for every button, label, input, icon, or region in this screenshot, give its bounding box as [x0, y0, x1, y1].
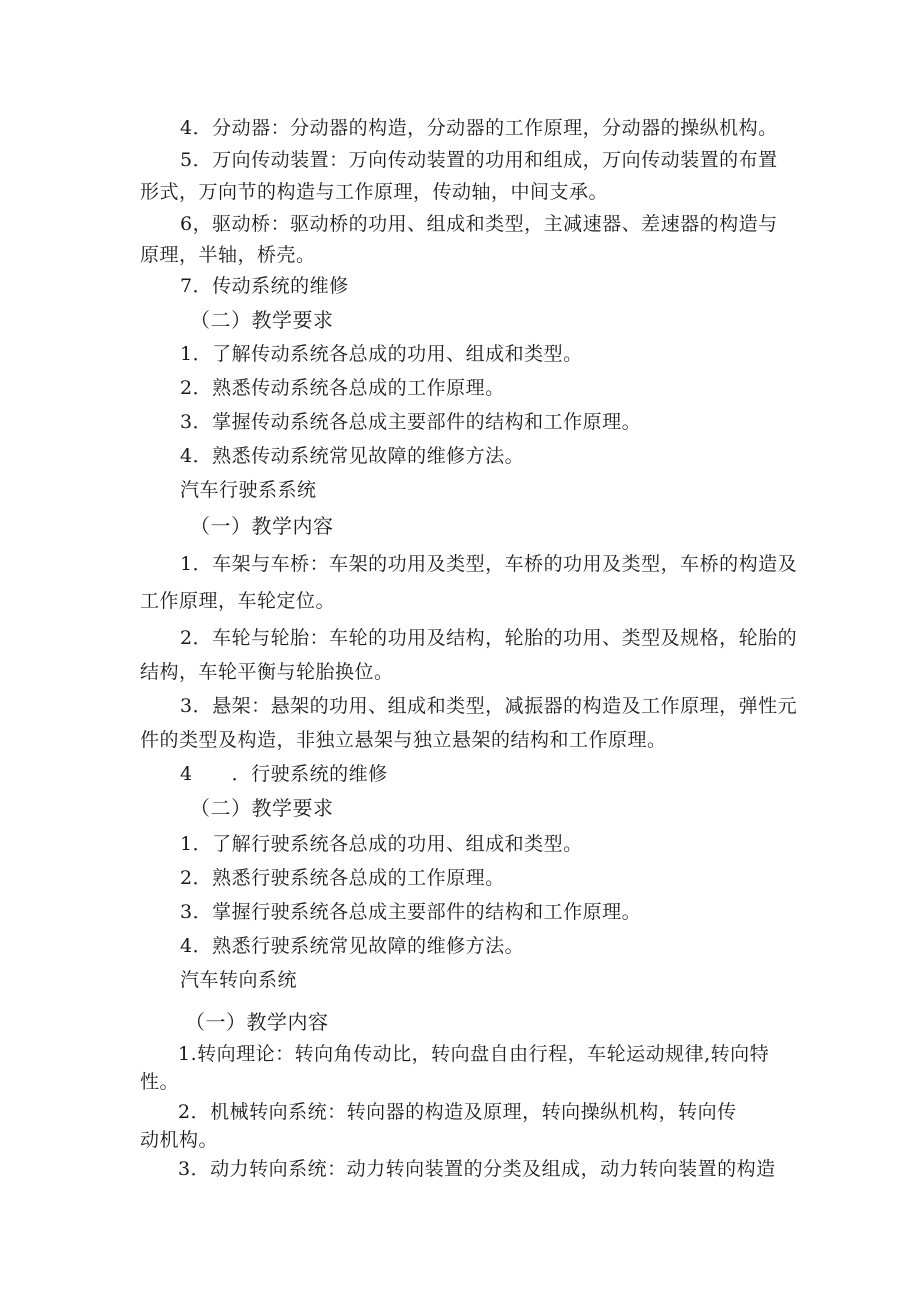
text-line: 5．万向传动装置：万向传动装置的功用和组成，万向传动装置的布置: [180, 149, 778, 171]
text-line: 2．机械转向系统：转向器的构造及原理，转向操纵机构，转向传: [178, 1101, 737, 1123]
text-line: 3．悬架：悬架的功用、组成和类型，减振器的构造及工作原理，弹性元: [180, 695, 798, 717]
text-line: 2．熟悉传动系统各总成的工作原理。: [180, 377, 505, 399]
section-heading: （一）教学内容: [185, 1010, 329, 1034]
text-line: 1．车架与车桥：车架的功用及类型，车桥的功用及类型，车桥的构造及: [180, 553, 798, 575]
text-line: 6，驱动桥：驱动桥的功用、组成和类型，主减速器、差速器的构造与: [180, 213, 778, 235]
text-line: 结构，车轮平衡与轮胎换位。: [140, 661, 394, 683]
text-line: 原理，半轴，桥壳。: [140, 244, 316, 266]
text-line: 4．熟悉传动系统常见故障的维修方法。: [180, 445, 525, 467]
text-line: 形式，万向节的构造与工作原理，传动轴，中间支承。: [140, 181, 609, 203]
text-line: 4．分动器：分动器的构造，分动器的工作原理，分动器的操纵机构。: [180, 117, 778, 139]
text-line: 4．熟悉行驶系统常见故障的维修方法。: [180, 935, 525, 957]
text-line: 工作原理，车轮定位。: [140, 590, 336, 612]
text-line: 3．掌握行驶系统各总成主要部件的结构和工作原理。: [180, 901, 642, 923]
text-line: 3．动力转向系统：动力转向装置的分类及组成，动力转向装置的构造: [178, 1158, 776, 1180]
text-line: 2．熟悉行驶系统各总成的工作原理。: [180, 867, 505, 889]
chapter-heading: 汽车转向系统: [180, 969, 298, 991]
section-heading: （一）教学内容: [190, 514, 334, 538]
text-line: 性。: [140, 1071, 180, 1093]
text-line: 3．掌握传动系统各总成主要部件的结构和工作原理。: [180, 411, 642, 433]
text-line: 7．传动系统的维修: [180, 275, 349, 297]
section-heading: （二）教学要求: [190, 796, 334, 820]
text-line: 4 ．行驶系统的维修: [180, 763, 388, 785]
text-line: 1．了解行驶系统各总成的功用、组成和类型。: [180, 833, 583, 855]
text-line: 1.转向理论：转向角传动比，转向盘自由行程，车轮运动规律,转向特: [178, 1043, 770, 1065]
text-line: 件的类型及构造，非独立悬架与独立悬架的结构和工作原理。: [140, 729, 667, 751]
text-line: 2．车轮与轮胎：车轮的功用及结构，轮胎的功用、类型及规格，轮胎的: [180, 627, 798, 649]
text-line: 动机构。: [140, 1129, 219, 1151]
section-heading: （二）教学要求: [190, 308, 334, 332]
text-line: 1．了解传动系统各总成的功用、组成和类型。: [180, 343, 583, 365]
chapter-heading: 汽车行驶系系统: [180, 479, 317, 501]
